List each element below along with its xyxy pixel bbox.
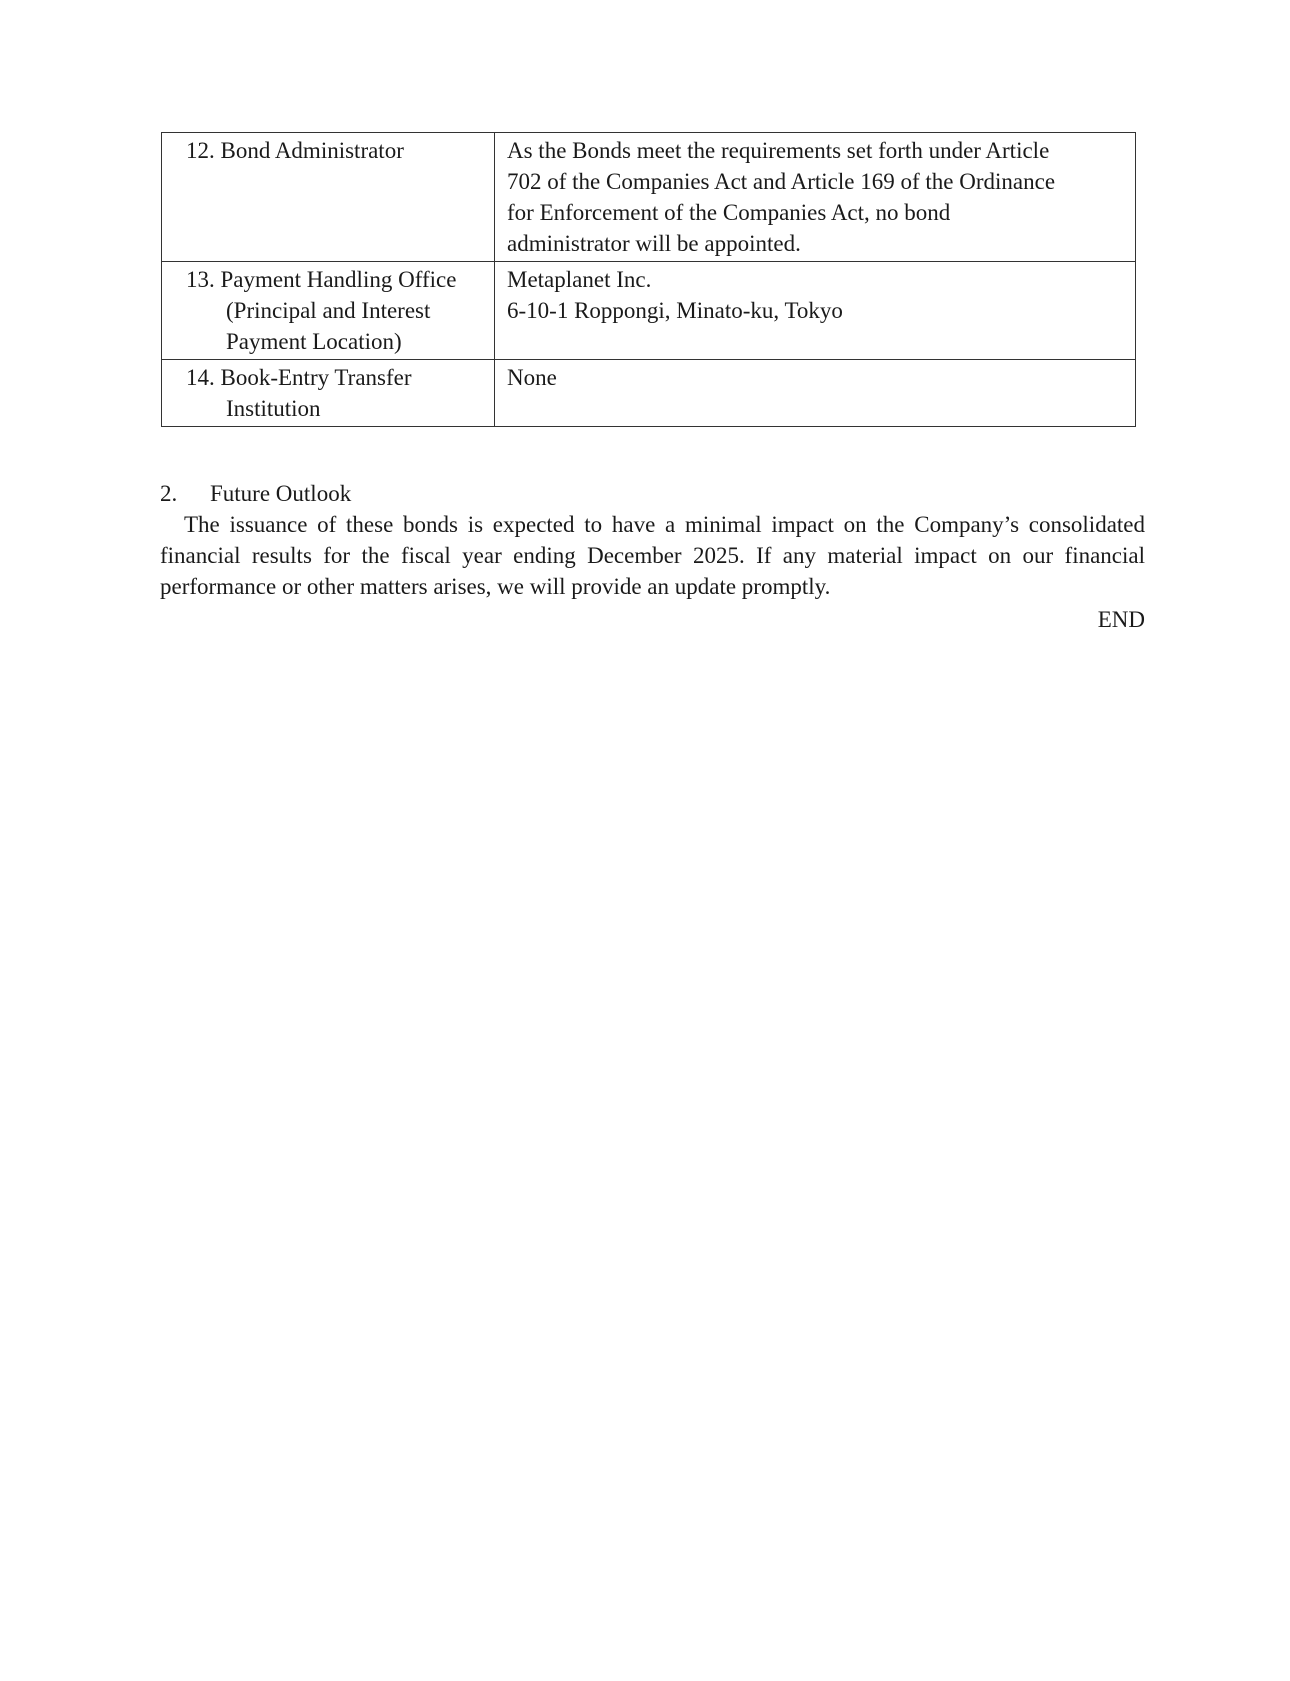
table-row (162, 262, 1136, 360)
row-label: 12. Bond Administrator (186, 138, 404, 163)
row-value-line: Metaplanet Inc. (507, 267, 652, 292)
row-label-cell (162, 360, 495, 427)
row-label: 13. Payment Handling Office (Principal and Interest Payment Location) (186, 267, 457, 354)
row-value-line: 6-10-1 Roppongi, Minato-ku, Tokyo (507, 298, 843, 323)
row-label: 14. Book-Entry Transfer Institution (186, 365, 412, 421)
row-label-cell (162, 133, 495, 262)
row-value-line: None (507, 365, 557, 390)
section-number: 2. (160, 481, 178, 506)
row-value-cell (495, 133, 1136, 262)
row-value-cell (495, 360, 1136, 427)
row-value-line: administrator will be appointed. (507, 231, 801, 256)
bond-details-table (161, 132, 1136, 427)
row-value-line: As the Bonds meet the requirements set forth under Article (507, 138, 1050, 163)
section-heading (160, 478, 1145, 509)
row-value-cell (495, 262, 1136, 360)
table-row (162, 133, 1136, 262)
row-value-line: 702 of the Companies Act and Article 169 of the Ordinance (507, 169, 1056, 194)
section-body: The issuance of these bonds is expected to have a minimal impact on the Company’s consolidated financial results for the fiscal year ending December 2025. If any material impact on our financial performance or other matters arises, we will provide an update promptly. (160, 512, 1145, 599)
row-label-cell (162, 262, 495, 360)
section-title: Future Outlook (210, 481, 352, 506)
table-row (162, 360, 1136, 427)
row-value-line: for Enforcement of the Companies Act, no bond (507, 200, 951, 225)
end-mark: END (1097, 607, 1145, 632)
future-outlook-section (160, 478, 1145, 635)
